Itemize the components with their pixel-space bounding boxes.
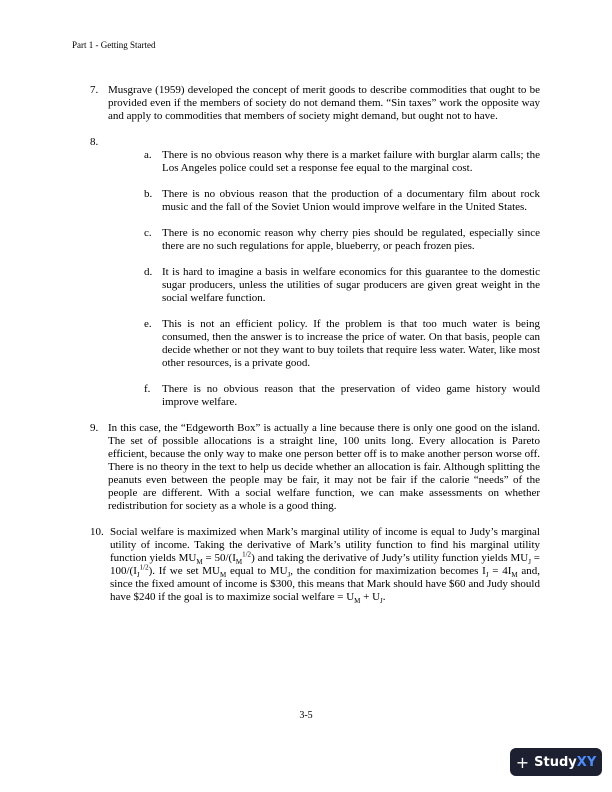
badge-study: Study — [534, 754, 577, 770]
sub-text: There is no obvious reason why there is a market failure with burglar alarm calls; the Los Angeles police could set a response fee equal to the marginal cost. — [162, 149, 540, 174]
answer-8-sublist — [108, 149, 540, 409]
sub-letter: b. — [144, 188, 153, 200]
answer-8e — [144, 318, 540, 370]
answer-8d — [144, 266, 540, 305]
answer-7 — [90, 84, 540, 123]
page-number: 3-5 — [299, 710, 313, 721]
studyxy-badge[interactable] — [510, 748, 602, 776]
sub-text: There is no economic reason why cherry pies should be regulated, especially since there are no such regulations for apple, blueberry, or peach frozen pies. — [162, 227, 540, 252]
answer-8f — [144, 383, 540, 409]
sub-letter: a. — [144, 149, 152, 161]
answer-10 — [90, 526, 540, 604]
sub-text: There is no obvious reason that the preservation of video game history would improve welfare. — [162, 383, 540, 408]
sub-letter: f. — [144, 383, 151, 395]
answer-text: Social welfare is maximized when Mark’s marginal utility of income is equal to Judy’s marginal utility of income. Taking the derivative of Mark’s utility function to find his marginal utility function yields $MU_M = 50/(I_M^{1/2})$ and taking the derivative of Judy’s utility function yields $MU_J = 100/(I_J^{1/2})$. If we set $MU_M$ equal to $MU_J$, the condition for maximization becomes $I_J = 4I_M$ and, since the fixed amount of income is $300, this means that Mark should have $60 and Judy should have $240 if the goal is to maximize social welfare = $U_M + U_J$. — [110, 526, 540, 606]
sub-letter: c. — [144, 227, 152, 239]
plus-icon: + — [515, 752, 530, 772]
badge-xy: XY — [576, 754, 597, 770]
answer-text: Musgrave (1959) developed the concept of merit goods to describe commodities that ought to be provided even if the members of society do not demand them. “Sin taxes” work the opposite way and apply to commodities that members of society might demand, but ought not to have. — [108, 84, 540, 122]
running-header: Part 1 - Getting Started — [72, 40, 156, 50]
answer-8b — [144, 188, 540, 214]
sub-text: It is hard to imagine a basis in welfare economics for this guarantee to the domestic sugar producers, unless the utilities of sugar producers are given great weight in the social welfare function. — [162, 266, 540, 304]
answer-8a — [144, 149, 540, 175]
sub-text: There is no obvious reason that the production of a documentary film about rock music and the fall of the Soviet Union would improve welfare in the United States. — [162, 188, 540, 213]
item-number: 10. — [90, 526, 104, 538]
answer-8 — [90, 136, 540, 409]
sub-letter: e. — [144, 318, 152, 330]
item-number: 8. — [90, 136, 99, 148]
answer-8c — [144, 227, 540, 253]
item-number: 9. — [90, 422, 99, 434]
sub-letter: d. — [144, 266, 153, 278]
item-number: 7. — [90, 84, 99, 96]
sub-text: This is not an efficient policy. If the problem is that too much water is being consumed, then the answer is to increase the price of water. On that basis, people can decide whether or not they want to buy toilets that require less water. Water, like most other resources, is a private good. — [162, 318, 540, 369]
answer-text: In this case, the “Edgeworth Box” is actually a line because there is only one good on the island. The set of possible allocations is a straight line, 100 units long. Every allocation is Pareto efficient, because the only way to make one person better off is to make another person worse off. There is no theory in the text to help us decide whether an allocation is fair. Although splitting the peanuts even between the people may be fair, it may not be fair if the calorie “needs” of the people are different. With a social welfare function, we can make assessments on whether redistribution for society as a whole is a good thing. — [108, 422, 540, 512]
answer-list — [90, 84, 540, 617]
answer-9 — [90, 422, 540, 513]
